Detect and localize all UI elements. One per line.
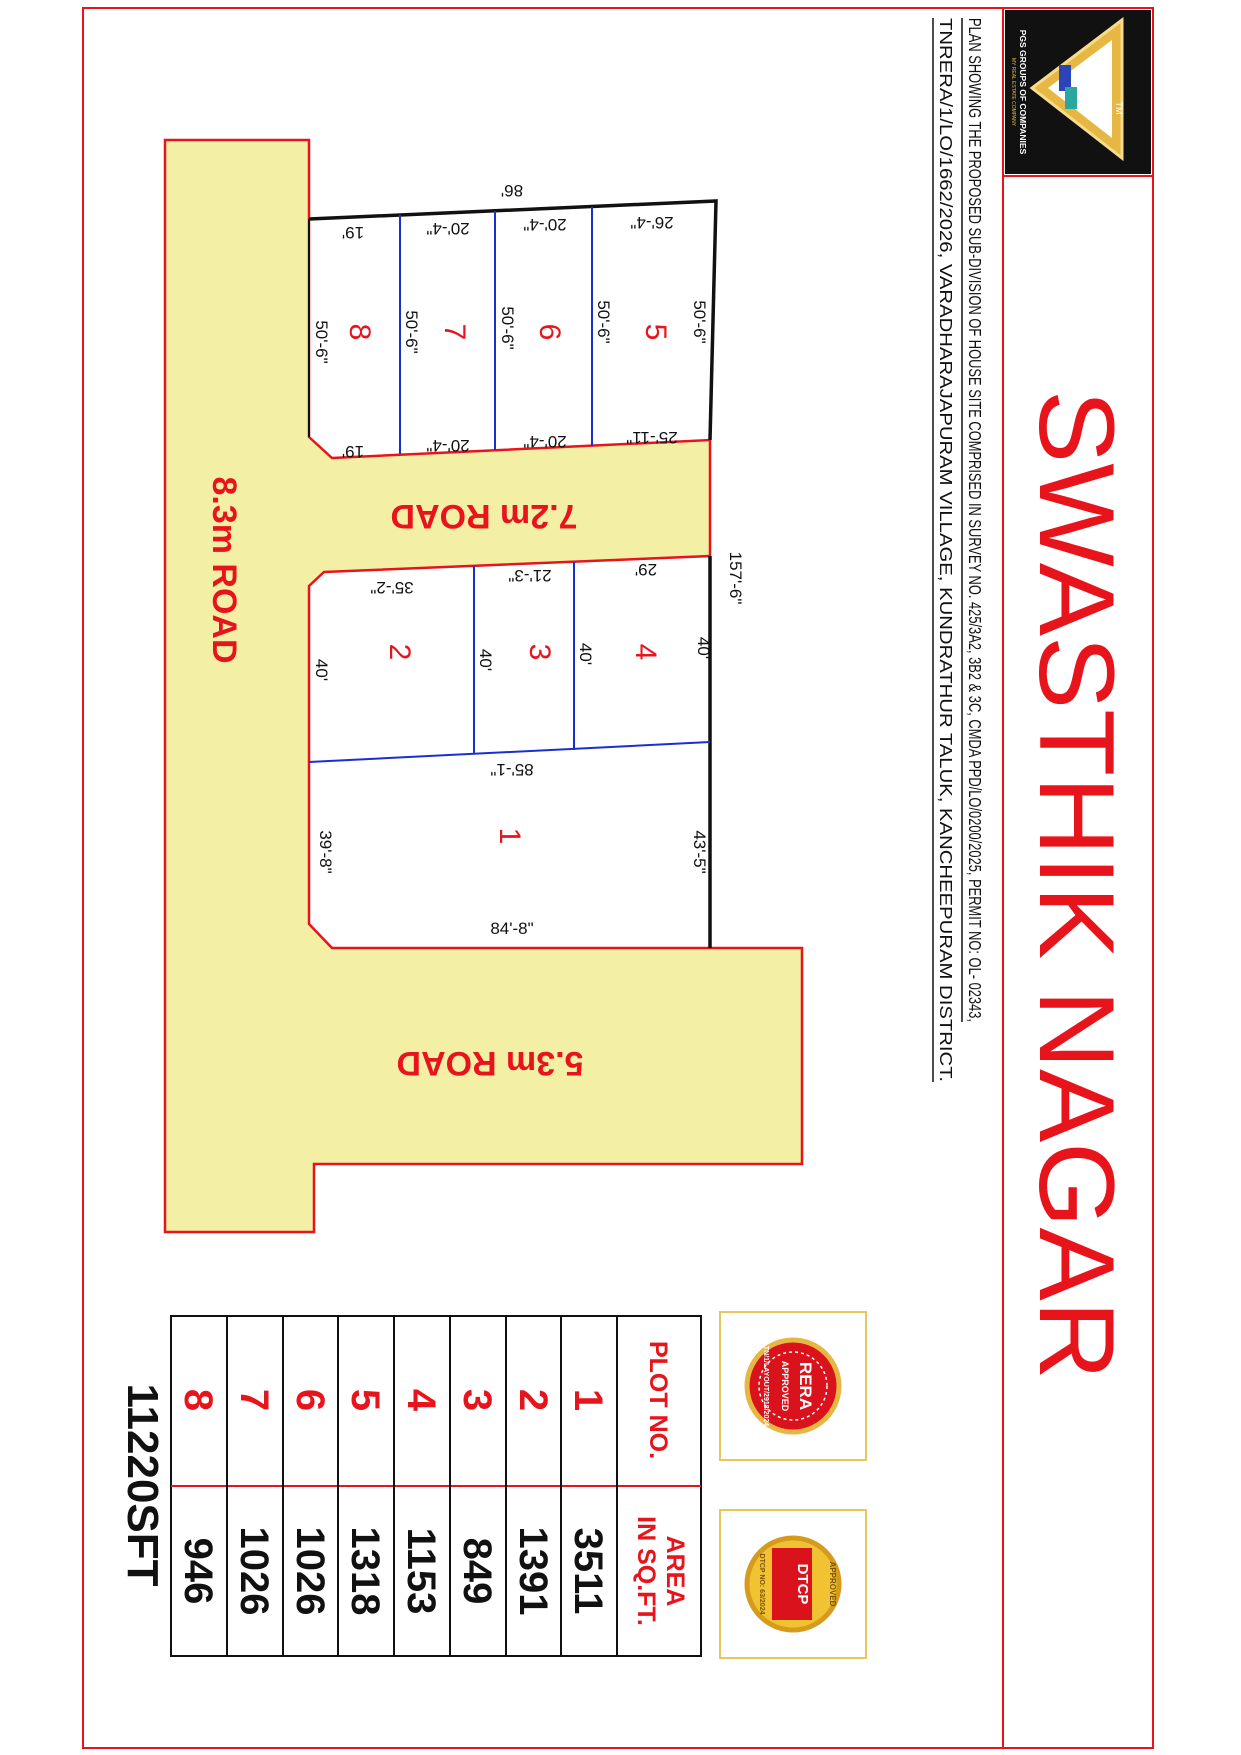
- table-area-6: 1026: [288, 1526, 332, 1616]
- dim-right-total: 157'-6": [726, 551, 745, 605]
- dim-top-total: 86': [500, 181, 524, 200]
- area-table: [118, 1316, 701, 1656]
- dim-p1-right: 43'-5": [690, 830, 709, 874]
- rera-badge-title: RERA: [796, 1361, 815, 1411]
- table-header-area-unit: IN SQ.FT.: [632, 1516, 660, 1626]
- logo-g-letter-icon: [1065, 87, 1077, 109]
- table-area-5: 1318: [343, 1526, 387, 1616]
- table-plot-no-1: 1: [566, 1388, 610, 1412]
- table-plot-no-3: 3: [455, 1388, 499, 1412]
- dim-p7-side: 50'-6": [402, 310, 421, 354]
- table-plot-no-7: 7: [232, 1388, 276, 1412]
- table-header-area: AREA: [661, 1535, 689, 1607]
- dim-p1-bottom: 84'-8": [490, 919, 534, 938]
- dim-p7-top: 20'-4": [426, 219, 470, 238]
- rera-badge: [720, 1312, 866, 1460]
- plan-subtitle: PLAN SHOWING THE PROPOSED SUB-DIVISION OF HOUSE SITE COMPRISED IN SURVEY NO. 425/3A2, 3B2 & 3C, CMDA PPD/LO/0200/2025, PERMIT NO: OL- 02343,: [965, 18, 985, 1383]
- rera-badge-subtitle: APPROVED: [780, 1360, 790, 1412]
- total-area: 11220SFT: [118, 1383, 167, 1587]
- table-area-3: 849: [455, 1537, 499, 1605]
- rera-seal-icon: [747, 1340, 839, 1432]
- road-label-5-3m: 5.3m ROAD: [396, 1044, 584, 1082]
- plot-number-4: 4: [629, 643, 662, 661]
- plot-number-1: 1: [493, 827, 526, 845]
- road-label-8-3m: 8.3m ROAD: [205, 476, 243, 664]
- dim-p3-top: 21'-3": [508, 566, 552, 585]
- logo-tm: TM: [1114, 101, 1124, 115]
- dim-p5-inner: 50'-6": [594, 300, 613, 344]
- dim-p5-side: 50'-6": [690, 300, 709, 344]
- table-plot-no-4: 4: [399, 1388, 443, 1412]
- plot-number-2: 2: [383, 643, 416, 661]
- dtcp-badge-number: DTCP NO: 63/2024: [758, 1553, 765, 1615]
- plot-number-3: 3: [523, 643, 556, 661]
- dim-p1-top: 85'-1": [490, 760, 534, 779]
- table-plot-no-6: 6: [288, 1388, 332, 1412]
- table-area-2: 1391: [511, 1526, 555, 1616]
- rera-badge-number: TN/1/LAYOUT/2918/2024: [762, 1345, 769, 1427]
- dim-p5-top: 26'-4": [630, 213, 674, 232]
- table-plot-no-8: 8: [176, 1388, 220, 1412]
- table-plot-no-5: 5: [343, 1388, 387, 1412]
- table-area-8: 946: [176, 1537, 220, 1605]
- dim-p1-left: 39'-8": [316, 830, 335, 874]
- dim-p4-right: 40': [694, 636, 713, 660]
- dim-p8-bottom: 19': [341, 442, 365, 461]
- dim-p4-top: 29': [634, 560, 658, 579]
- dtcp-badge-title: DTCP: [794, 1563, 811, 1605]
- table-header-plot-no: PLOT NO.: [644, 1340, 672, 1460]
- logo-company-name: PGS GROUPS OF COMPANIES: [1018, 29, 1028, 155]
- table-area-7: 1026: [232, 1526, 276, 1616]
- table-plot-no-2: 2: [511, 1388, 555, 1412]
- dim-p8-top: 19': [341, 223, 365, 242]
- plot-number-7: 7: [438, 323, 471, 341]
- dim-p2-top: 35'-2": [370, 578, 414, 597]
- dim-p2-left: 40': [312, 658, 331, 682]
- page-title: SWASTHIK NAGAR: [1017, 390, 1137, 1356]
- logo-tagline: MY REAL ESTATE COMPANY: [1010, 57, 1016, 127]
- plot-number-8: 8: [343, 323, 376, 341]
- dim-p4-left: 40': [576, 642, 595, 666]
- dtcp-badge-subtitle: APPROVED: [828, 1561, 837, 1607]
- dim-p5-bottom: 25'-11": [626, 428, 678, 447]
- table-area-1: 3511: [566, 1527, 610, 1615]
- dtcp-badge: [720, 1510, 866, 1658]
- dim-p7-bottom: 20'-4": [426, 436, 470, 455]
- table-area-4: 1153: [399, 1527, 443, 1615]
- dim-p6-bottom: 20'-4": [523, 432, 567, 451]
- dim-p3-left: 40': [476, 648, 495, 672]
- plan-location: TNRERA/1/LO/1662/2026, VARADHARAJAPURAM VILLAGE, KUNDRATHUR TALUK, KANCHEEPURAM DISTRICT.: [936, 18, 956, 936]
- road-label-7-2m: 7.2m ROAD: [390, 497, 578, 535]
- dim-p8-side: 50'-6": [312, 320, 331, 364]
- logo: [1005, 10, 1151, 174]
- plot-1-divider: [309, 742, 710, 762]
- plot-number-5: 5: [639, 323, 672, 341]
- plot-number-6: 6: [533, 323, 566, 341]
- dim-p6-top: 20'-4": [523, 215, 567, 234]
- dim-p6-side: 50'-6": [498, 306, 517, 350]
